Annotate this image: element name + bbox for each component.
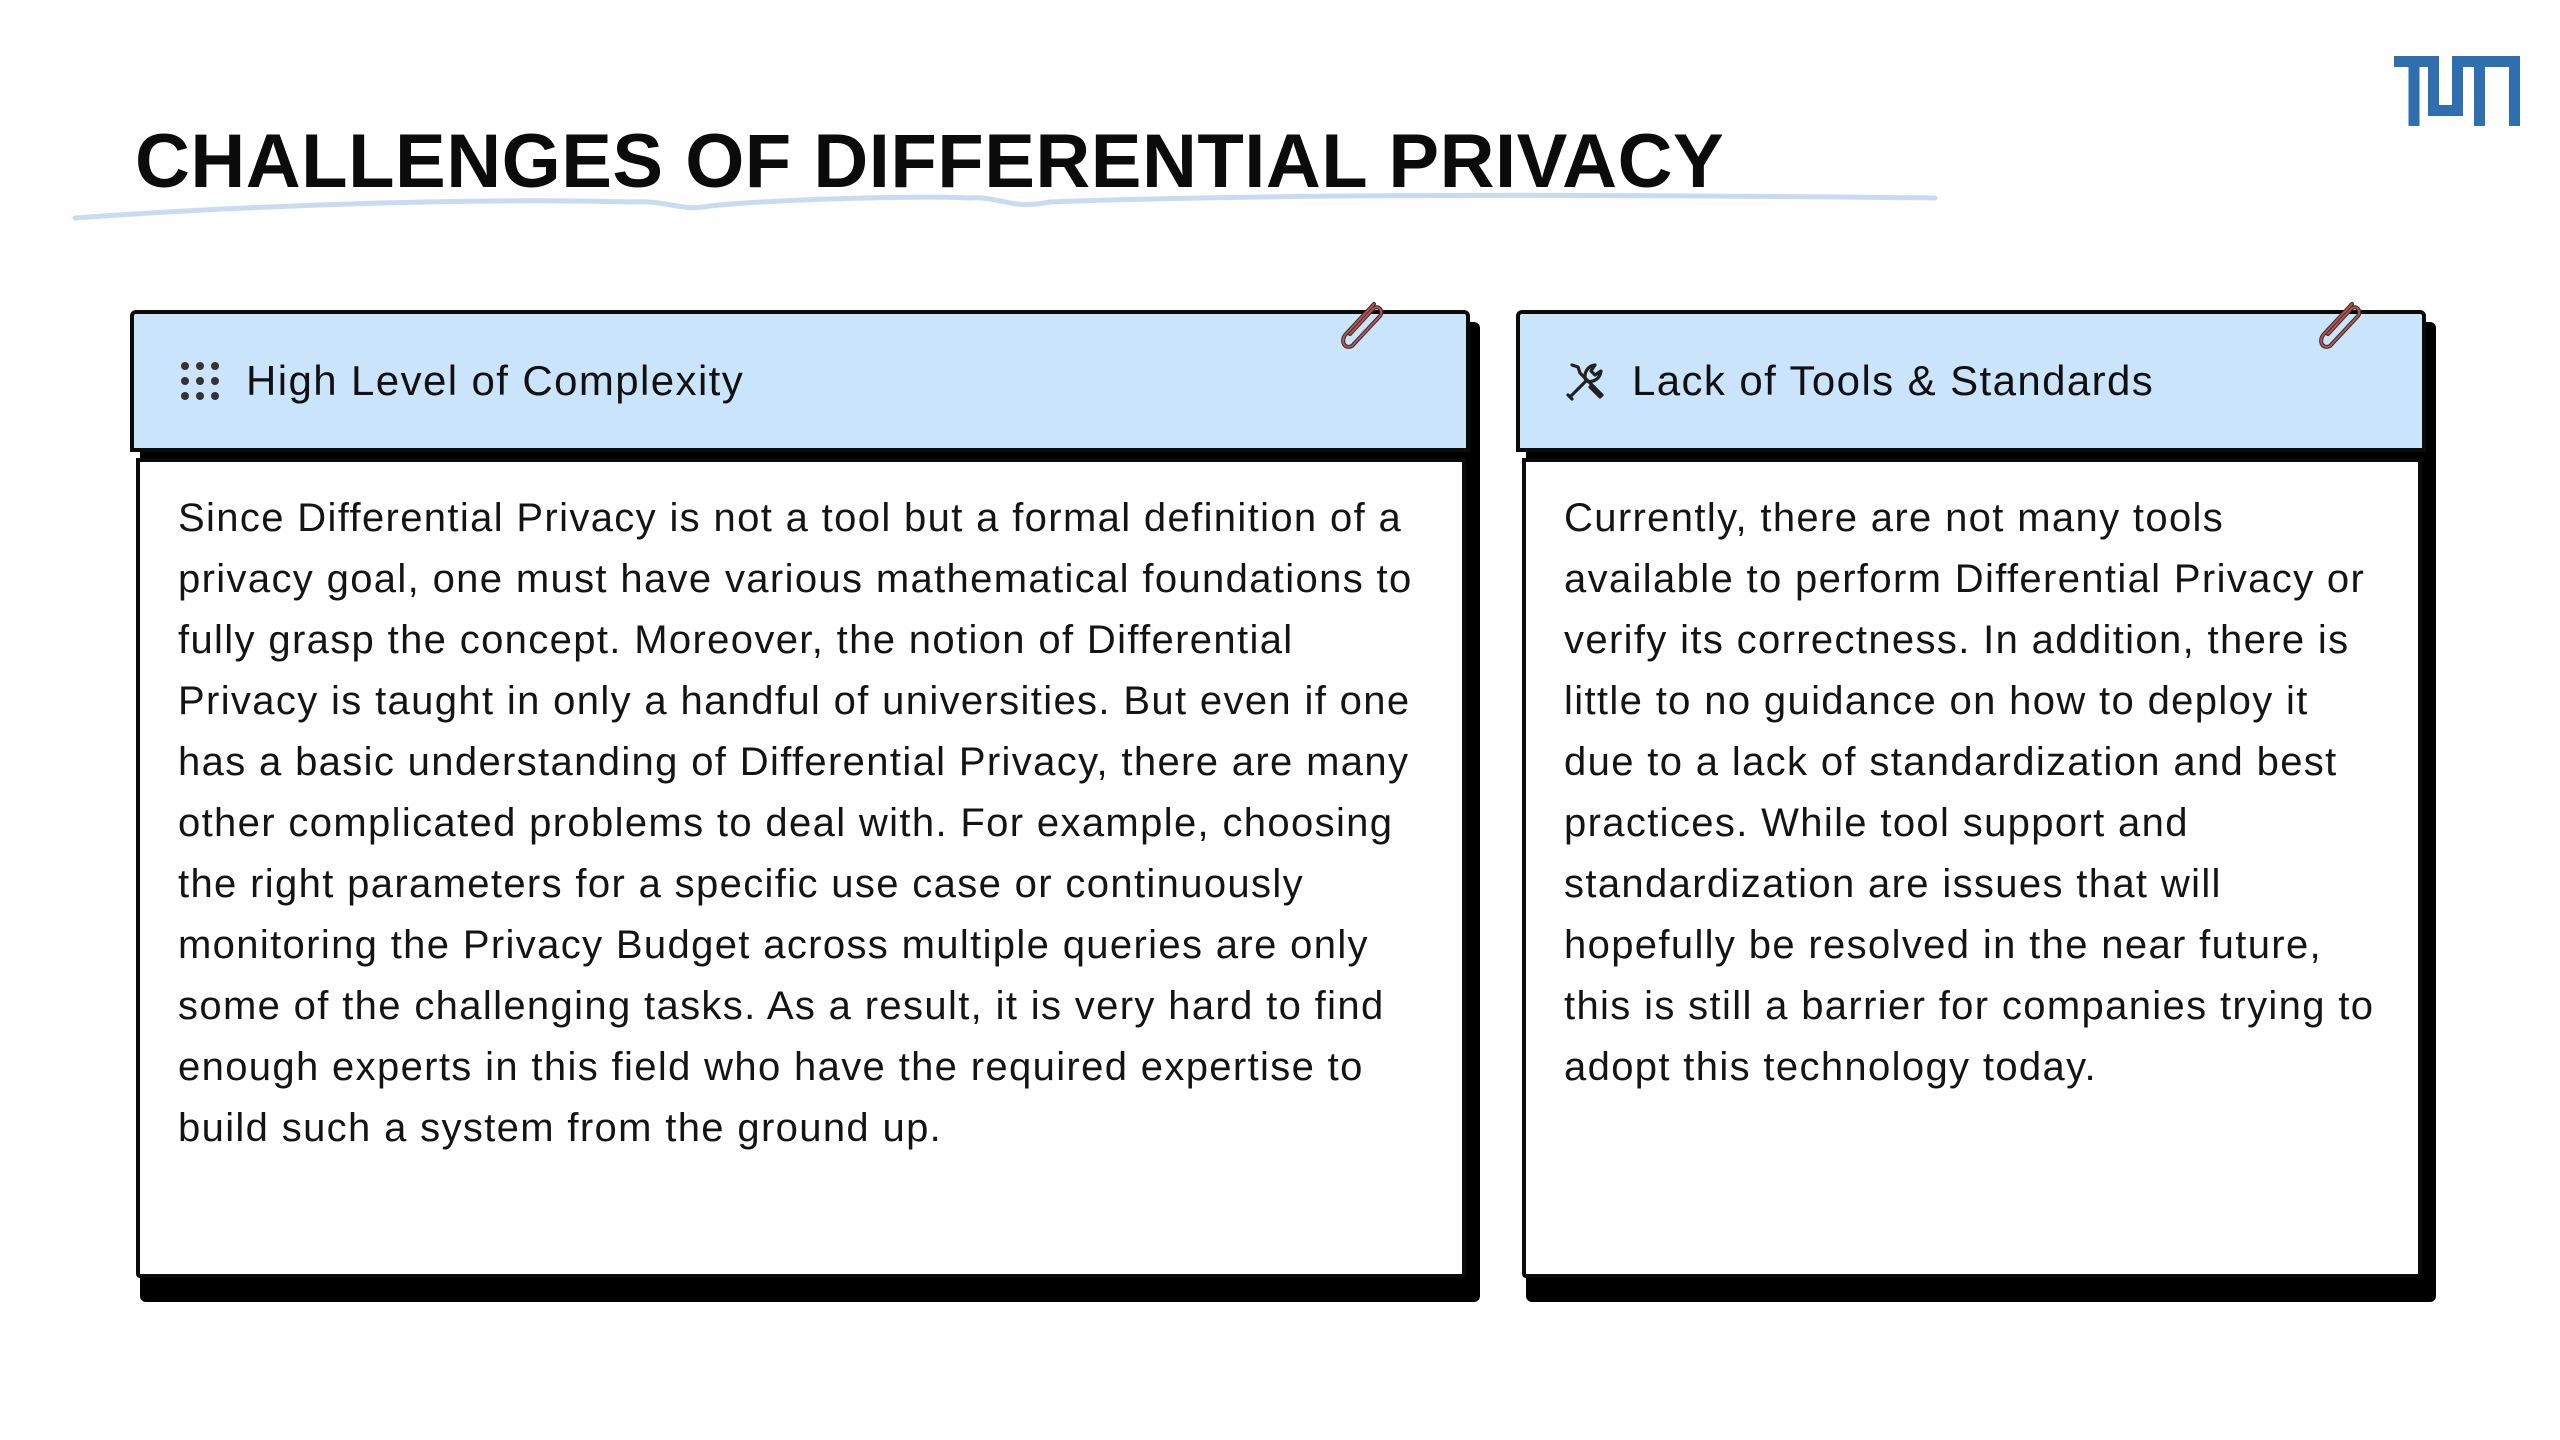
card-tools-standards bbox=[1516, 310, 2426, 1290]
paperclip-icon bbox=[1330, 294, 1394, 358]
tum-logo bbox=[2394, 56, 2520, 126]
card-body bbox=[1522, 458, 2422, 1278]
tools-icon bbox=[1564, 359, 1608, 403]
page-title: CHALLENGES OF DIFFERENTIAL PRIVACY bbox=[135, 119, 1725, 204]
card-heading: Lack of Tools & Standards bbox=[1632, 357, 2155, 404]
card-body bbox=[136, 458, 1466, 1278]
card-complexity bbox=[130, 310, 1470, 1290]
card-header bbox=[1516, 310, 2426, 452]
paperclip-icon bbox=[2308, 294, 2372, 358]
card-heading: High Level of Complexity bbox=[246, 357, 745, 404]
card-body-text: Since Differential Privacy is not a tool but a formal definition of a privacy goal, one must have various mathematical foundations to fully grasp the concept. Moreover, the notion of Differential Privacy is taught in only a handful of universities. But even if one has a basic understanding of Differential Privacy, there are many other complicated problems to deal with. For example, choosing the right parameters for a specific use case or continuously monitoring the Privacy Budget across multiple queries are only some of the challenging tasks. As a result, it is very hard to find enough experts in this field who have the required expertise to build such a system from the ground up. bbox=[178, 496, 1413, 1150]
card-header bbox=[130, 310, 1470, 452]
title-underline-decoration bbox=[70, 188, 1940, 228]
grid-dots-icon bbox=[178, 359, 222, 403]
card-body-text: Currently, there are not many tools available to perform Differential Privacy or verify its correctness. In addition, there is little to no guidance on how to deploy it due to a lack of standardization and best practices. While tool support and standardization are issues that will hopefully be resolved in the near future, this is still a barrier for companies trying to adopt this technology today. bbox=[1564, 496, 2375, 1089]
